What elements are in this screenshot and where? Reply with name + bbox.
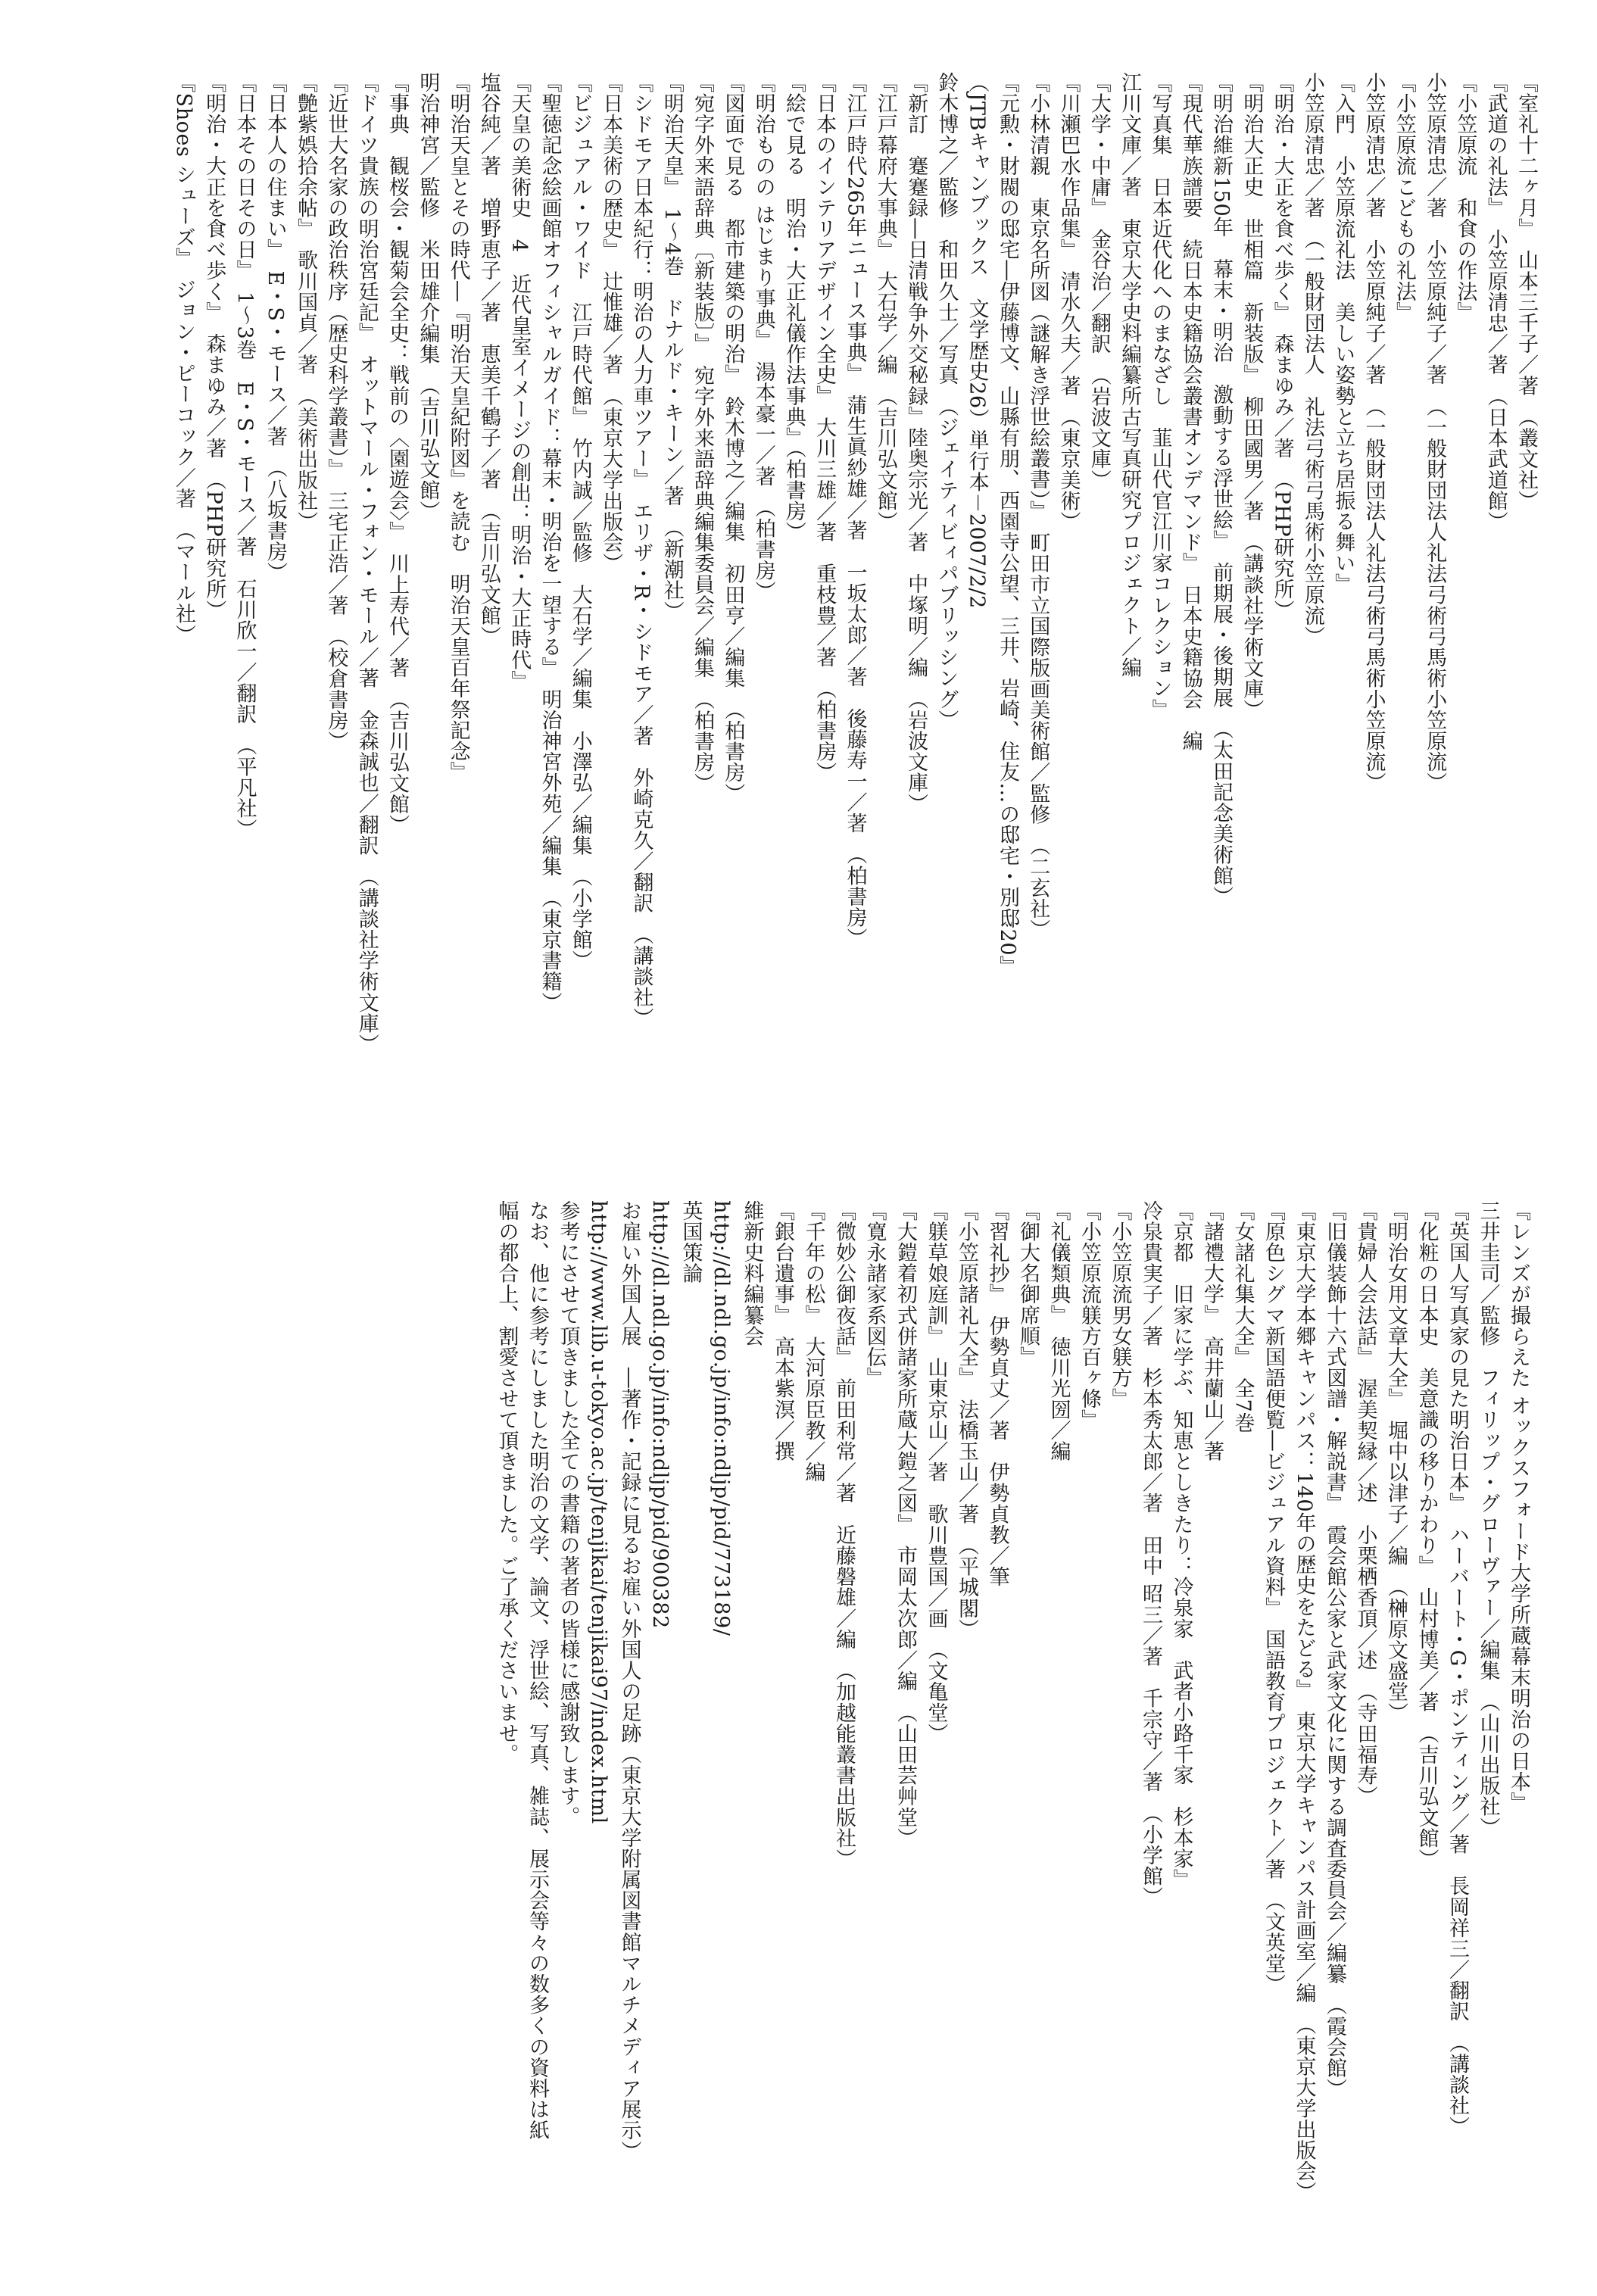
reference-entry: 『ドイツ貴族の明治宮廷記』 オットマール・フォン・モール／著 金森誠也／翻訳 （講談社学術文庫） — [354, 72, 379, 1055]
reference-entry: 『シドモア日本紀行：明治の人力車ツアー』 エリザ・R・シドモア／著 外崎克久／翻訳 （講談社） — [629, 72, 653, 1029]
reference-entry: 『天皇の美術史 4 近代皇室イメージの創出：明治・大正時代』 — [507, 72, 532, 692]
reference-entry: 『明治ものの はじまり事典』 湯本豪一／著 （柏書房） — [751, 72, 775, 602]
reference-entry: 三井圭司／監修 フィリップ・グローヴァー／編集 （山川出版社） — [1476, 1200, 1500, 1839]
reference-entry: 『微妙公御夜話』 前田利常／著 近藤磐雄／編 （加越能叢書出版社） — [832, 1200, 856, 1870]
reference-entry: 『武道の礼法』 小笠原清忠／著 （日本武道館） — [1483, 72, 1508, 532]
online-source-title: お雇い外国人展 ―著作・記録に見るお雇い外国人の足跡（東京大学附属図書館マルチメディア展示） — [617, 1200, 641, 2162]
reference-entry: 『礼儀類典』 徳川光圀／編 — [1046, 1200, 1071, 1462]
references-block-top — [143, 72, 1536, 1132]
reference-entry: 小笠原清忠／著 小笠原純子／著 （一般財団法人礼法弓術弓馬術小笠原流） — [1423, 72, 1447, 794]
online-source-url[interactable]: http://dl.ndl.go.jp/info:ndljp/pid/900382 — [648, 1200, 672, 1629]
reference-entry: 『江戸幕府大事典』 大石学／編 （吉川弘文館） — [873, 72, 897, 532]
reference-entry: 『小笠原流こどもの礼法』 — [1392, 72, 1416, 323]
reference-entry: 『絵で見る 明治・大正礼儀作法事典』（柏書房） — [781, 72, 806, 543]
reference-entry: 『現代華族譜要 続日本史籍協会叢書オンデマンド』 日本史籍協会 編 — [1178, 72, 1202, 752]
reference-entry: （JTBキャンブックス 文学歴史26）単行本－2007/2/2 — [965, 72, 989, 609]
reference-entry: 『日本のインテリアデザイン全史』 大川三雄／著 重枝豊／著 （柏書房） — [813, 72, 837, 783]
reference-entry: 『明治・大正を食べ歩く』 森まゆみ／著 （PHP研究所） — [202, 72, 226, 621]
reference-entry: 『躾草娘庭訓』 山東京山／著 歌川豊国／画 （文亀堂） — [924, 1200, 948, 1745]
references-block-bottom — [363, 1200, 1529, 2260]
reference-entry: 『千年の松』 大河原臣教／編 — [801, 1200, 825, 1483]
reference-entry: 『江戸時代265年ニュース事典』 蒲生眞紗雄／著 一坂太郎／著 後藤寿一／著 （柏書房） — [843, 72, 867, 949]
reference-entry: 『新訂 蹇蹇録―日清戦争外交秘録』陸奥宗光／著 中塚明／編 （岩波文庫） — [904, 72, 928, 815]
reference-entry: 『明治・大正を食べ歩く』 森まゆみ／著 （PHP研究所） — [1270, 72, 1294, 621]
online-source-title: 英国策論 — [678, 1200, 703, 1284]
reference-entry: 『小笠原諸礼大全』 法橋玉山／著 （平城閣） — [955, 1200, 978, 1640]
reference-entry: 『室礼十二ヶ月』 山本三千子／著 （叢文社） — [1514, 72, 1538, 512]
reference-entry: 『小林清親 東京名所図（謎解き浮世絵叢書）』 町田市立国際版画美術館／監修 （二玄社） — [1026, 72, 1050, 941]
reference-entry: 『ビジュアル・ワイド 江戸時代館』 竹内誠／監修 大石学／編集 小澤弘／編集 （小学館） — [568, 72, 592, 972]
reference-entry: 『明治維新150年 幕末・明治 激動する浮世絵』 前期展・後期展 （太田記念美術館） — [1209, 72, 1234, 907]
reference-entry: 『英国人写真家の見た明治日本』 ハーバート・G・ポンティング／著 長岡祥三／翻訳 （講談社） — [1446, 1200, 1469, 2138]
reference-entry: 『女諸礼集大全』 全7巻 — [1231, 1200, 1255, 1433]
reference-entry: 『旧儀装飾十六式図譜・解説書』 霞会館公家と武家文化に関する調査委員会／編纂 （霞会館） — [1323, 1200, 1346, 2100]
reference-entry: 『事典 観桜会・観菊会全史：戦前の〈園遊会〉』 川上寿代／著 （吉川弘文館） — [385, 72, 410, 836]
reference-entry: 『Shoes シューズ』 ジョン・ピーコック／著 （マール社） — [171, 72, 195, 646]
reference-entry: 『艶紫娯拾余帖』 歌川国貞／著 （美術出版社） — [294, 72, 318, 532]
reference-entry: 『大学・中庸』 金谷治／翻訳 （岩波文庫） — [1087, 72, 1111, 491]
reference-entry: 『御大名御席順』 — [1016, 1200, 1040, 1368]
reference-entry: 『東京大学本郷キャンパス：140年の歴史をたどる』 東京大学キャンパス計画室／編 （東京大学出版会） — [1292, 1200, 1316, 2203]
reference-entry: 『写真集 日本近代化へのまなざし 韮山代官江川家コレクション』 — [1148, 72, 1172, 720]
reference-entry: 『貴婦人会法話』 渥美契縁／述 小栗栖香頂／述 （寺田福寿） — [1353, 1200, 1377, 1807]
reference-entry: 冷泉貴実子／著 杉本秀太郎／著 田中 昭三／著 千宗守／著 （小学館） — [1139, 1200, 1162, 1908]
reference-entry: 『入門 小笠原流礼法 美しい姿勢と立ち居振る舞い』 — [1331, 72, 1355, 594]
reference-entry: 小笠原清忠／著 小笠原純子／著 （一般財団法人礼法弓術弓馬術小笠原流） — [1362, 72, 1386, 794]
reference-entry: 塩谷純／著 増野恵子／著 恵美千鶴子／著 （吉川弘文館） — [476, 72, 501, 647]
reference-entry: 『小笠原流躾方百ヶ條』 — [1078, 1200, 1101, 1430]
online-source-url[interactable]: http://dl.ndl.go.jp/info:ndljp/pid/773189/ — [710, 1200, 733, 1636]
reference-entry: 『大鎧着初式併諸家所蔵大鎧之図』 市岡太次郎／編 （山田芸艸堂） — [894, 1200, 917, 1849]
acknowledgement-text: 参考にさせて頂きました全ての書籍の著者の皆様に感謝致します。 — [556, 1200, 580, 1827]
reference-entry: 『聖徳記念絵画館オフィシャルガイド：幕末・明治を一望する』 明治神宮外苑／編集 （東京書籍） — [538, 72, 562, 1013]
reference-entry: 『明治女用文章大全』 堀中以津子／編 （榊原文盛堂） — [1384, 1200, 1408, 1724]
reference-entry: 『京都 旧家に学ぶ、知恵としきたり：冷泉家 武者小路千家 杉本家』 — [1169, 1200, 1193, 1890]
reference-entry: 小笠原清忠／著 （一般財団法人 礼法弓術弓馬術小笠原流） — [1300, 72, 1324, 647]
reference-entry: 『宛字外来語辞典〔新装版〕』 宛字外来語辞典編集委員会／編集 （柏書房） — [690, 72, 714, 794]
reference-entry: 江川文庫／著 東京大学史料編纂所古写真研究プロジェクト／編 — [1118, 72, 1142, 679]
reference-entry: 『レンズが撮らえた オックスフォード大学所蔵幕末明治の日本』 — [1507, 1200, 1530, 1814]
reference-entry: 『明治大正史 世相篇 新装版』 柳田國男／著 （講談社学術文庫） — [1240, 72, 1264, 721]
reference-entry: 『諸禮大学』 高井蘭山／著 — [1200, 1200, 1224, 1462]
acknowledgement-text: なお、他に参考にしました明治の文学、論文、浮世絵、写真、雑誌、展示会等々の数多くの資料は紙 — [526, 1200, 549, 2141]
reference-entry: 『図面で見る 都市建築の明治』 鈴木博之／編集 初田亨／編集 （柏書房） — [721, 72, 745, 804]
acknowledgement-text: 幅の都合上、割愛させて頂きました。ご了承くださいませ。 — [494, 1200, 519, 1765]
reference-entry: 『小笠原流 和食の作法』 — [1453, 72, 1477, 323]
reference-entry: 『元勲・財閥の邸宅―伊藤博文、山縣有朋、西園寺公望、三井、岩崎、住友…の邸宅・別邸20』 — [995, 72, 1019, 977]
reference-entry: 『原色シグマ新国語便覧―ビジュアル資料』 国語教育プロジェクト／著 （文英堂） — [1262, 1200, 1285, 1995]
reference-entry: 『日本その日その日』 1～3巻 E・S・モース／著 石川欣一／翻訳 （平凡社） — [232, 72, 257, 840]
reference-entry: 『日本人の住まい』 E・S・モース／著 （八坂書房） — [263, 72, 287, 583]
reference-entry: 『近世大名家の政治秩序（歴史科学叢書）』 三宅正浩／著 （校倉書房） — [324, 72, 348, 752]
reference-entry: 『明治天皇とその時代―『明治天皇紀附図』を読む 明治天皇百年祭記念』 — [446, 72, 470, 783]
reference-entry: 『銀台遺事』 高本紫溟／撰 — [771, 1200, 794, 1462]
reference-entry: 『川瀬巴水作品集』 清水久夫／著 （東京美術） — [1056, 72, 1081, 532]
reference-entry: 『寛永諸家系図伝』 — [862, 1200, 887, 1389]
reference-entry: 『化粧の日本史 美意識の移りかわり』 山村博美／著 （吉川弘文館） — [1415, 1200, 1439, 1870]
online-source-title: 維新史料編纂会 — [740, 1200, 764, 1347]
reference-entry: 『小笠原流男女躾方』 — [1108, 1200, 1132, 1409]
reference-entry: 『明治天皇』 1～4巻 ドナルド・キーン／著 （新潮社） — [660, 72, 684, 622]
reference-entry: 明治神宮／監修 米田雄介編集 （吉川弘文館） — [416, 72, 440, 522]
reference-entry: 『日本美術の歴史』 辻惟雄／著 （東京大学出版会） — [599, 72, 623, 574]
reference-entry: 『習礼抄』 伊勢貞丈／著 伊勢貞教／筆 — [985, 1200, 1009, 1587]
reference-entry: 鈴木博之／監修 和田久士／写真 （ジェイティビィパブリッシング） — [934, 72, 959, 731]
online-source-url[interactable]: http://www.lib.u-tokyo.ac.jp/tenjikai/tenjikai97/index.html — [587, 1200, 610, 1824]
